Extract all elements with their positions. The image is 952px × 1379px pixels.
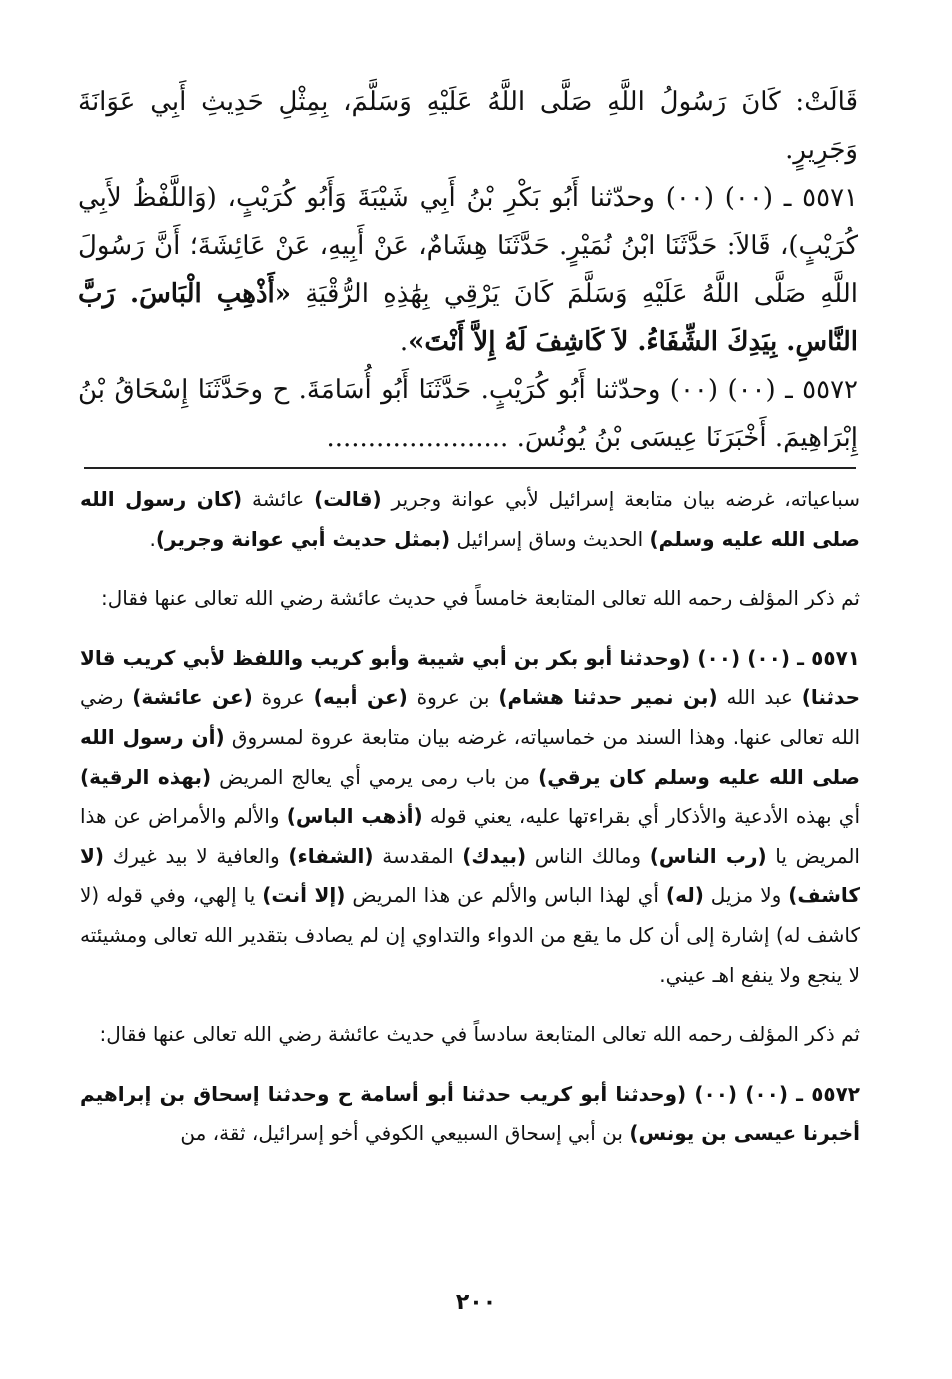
commentary-bold: (أذهب الباس) (286, 804, 423, 829)
commentary-text: أي لهذا الباس والألم عن هذا المريض (345, 883, 666, 908)
hadith-5572 (78, 366, 858, 462)
commentary-paragraph-5 (80, 1075, 860, 1154)
commentary-bold: (رب الناس) (649, 843, 767, 868)
commentary-text: ثم ذكر المؤلف رحمه الله تعالى المتابعة خامساً في حديث عائشة رضي الله تعالى عنها فقال: (101, 586, 860, 611)
commentary-text: سباعياته، غرضه بيان متابعة إسرائيل لأبي عوانة وجرير (381, 487, 861, 511)
commentary-text: ثم ذكر المؤلف رحمه الله تعالى المتابعة سادساً في حديث عائشة رضي الله تعالى عنها فقال: (99, 1022, 860, 1047)
ruqya-text: «أَذْهِبِ الْبَاسَ. رَبَّ النَّاسِ. بِيَدِكَ الشِّفَاءُ. لاَ كَاشِفَ لَهُ إِلاَّ أَنْتَ» (78, 279, 858, 357)
commentary-text: عبد الله (717, 685, 802, 710)
commentary-text: بن أبي إسحاق السبيعي الكوفي أخو إسرائيل، ثقة، من (180, 1121, 630, 1146)
main-paragraph-1 (78, 78, 858, 174)
ellipsis-dots: ...................... (326, 423, 517, 453)
commentary-block (80, 480, 860, 1174)
commentary-bold: (إلا أنت) (262, 883, 346, 908)
hadith-5571-text: ٥٥٧١ ـ (٠٠) (٠٠) وحدّثنا أَبُو بَكْرِ بْنُ أَبِي شَيْبَةَ وَأَبُو كُرَيْبٍ، (وَاللَّفْظُ لأَبِي كُرَيْبٍ)، قَالاَ: حَدَّثَنَا ابْنُ نُمَيْرٍ. حَدَّثَنَا هِشَامٌ، عَنْ أَبِيهِ، عَنْ عَائِشَةَ؛ أَنَّ رَسُولَ اللَّهِ صَلَّى اللَّهُ عَلَيْهِ وَسَلَّمَ كَانَ يَرْقِي بِهَٰذِهِ الرُّقْيَةِ (78, 183, 858, 309)
commentary-text: ولا مزيل (703, 883, 789, 908)
commentary-bold: (بن نمير حدثنا هشام) (498, 685, 718, 710)
commentary-text: من باب رمى يرمي أي يعالج المريض (211, 764, 539, 789)
commentary-text: أي بهذه الأدعية والأذكار أي بقراءتها عليه، يعني قوله (422, 804, 860, 829)
commentary-text: المقدسة (373, 843, 463, 868)
commentary-text: والألم والأمراض عن هذا المريض يا (80, 804, 860, 868)
commentary-paragraph-3 (80, 639, 860, 995)
hadith-5571 (78, 174, 858, 366)
commentary-text: عائشة (242, 487, 315, 511)
commentary-paragraph-2 (80, 579, 860, 619)
commentary-bold: (له) (665, 883, 704, 908)
commentary-text: رضي الله تعالى عنها. وهذا السند من خماسياته، غرضه بيان متابعة عروة لمسروق (80, 685, 860, 749)
commentary-bold: (أن رسول الله صلى الله عليه وسلم كان يرقي) (80, 724, 860, 789)
commentary-bold: (كان رسول الله صلى الله عليه وسلم) (80, 487, 860, 551)
main-text-line: قَالَتْ: كَانَ رَسُولُ اللَّهِ صَلَّى اللَّهُ عَلَيْهِ وَسَلَّمَ، بِمِثْلِ حَدِيثِ أَبِي عَوَانَةَ وَجَرِيرٍ. (78, 87, 858, 165)
commentary-bold: (عن أبيه) (313, 685, 408, 710)
page-number: ٢٠٠ (455, 1290, 497, 1315)
commentary-text: يا إلهي، وفي قوله (لا كاشف له) إشارة إلى أن كل ما يقع من الدواء والتداوي إن لم يصادف بتقدير الله تعالى ومشيئته لا ينجع ولا ينفع اهـ عيني. (80, 883, 860, 987)
hadith-5572-text: ٥٥٧٢ ـ (٠٠) (٠٠) وحدّثنا أَبُو كُرَيْبٍ. حَدَّثَنَا أَبُو أُسَامَةَ. ح وحَدَّثَنَا إِسْحَاقُ بْنُ إِبْرَاهِيمَ. أَخْبَرَنَا عِيسَى بْنُ يُونُسَ. (78, 375, 858, 453)
commentary-bold: (بيدك) (462, 843, 527, 868)
commentary-text: والعافية لا بيد غيرك (104, 843, 289, 868)
commentary-bold: (بهذه الرقية) (80, 764, 212, 789)
commentary-bold: (قالت) (314, 487, 382, 511)
commentary-text: . (149, 526, 156, 551)
commentary-bold: (لا كاشف) (80, 843, 861, 908)
commentary-bold: ٥٥٧١ ـ (٠٠) (٠٠) (وحدثنا أبو بكر بن أبي شيبة وأبو كريب واللفظ لأبي كريب قالا حدثنا) (80, 645, 861, 710)
commentary-bold: (الشفاء) (288, 843, 374, 868)
commentary-paragraph-1 (80, 480, 860, 559)
commentary-bold: (بمثل حديث أبي عوانة وجرير) (155, 526, 451, 551)
commentary-text: عروة (252, 685, 314, 710)
commentary-paragraph-4 (80, 1015, 860, 1055)
separator-line (84, 467, 856, 469)
commentary-text: بن عروة (407, 685, 499, 710)
commentary-text: الحديث وساق إسرائيل (450, 526, 650, 551)
commentary-text: ومالك الناس (526, 843, 650, 868)
main-text-block (78, 78, 858, 462)
commentary-bold: ٥٥٧٢ ـ (٠٠) (٠٠) (وحدثنا أبو كريب حدثنا أبو أسامة ح وحدثنا إسحاق بن إبراهيم أخبرنا عيسى بن يونس) (80, 1081, 861, 1146)
commentary-bold: (عن عائشة) (132, 685, 253, 710)
hadith-5571-end: . (399, 327, 409, 357)
